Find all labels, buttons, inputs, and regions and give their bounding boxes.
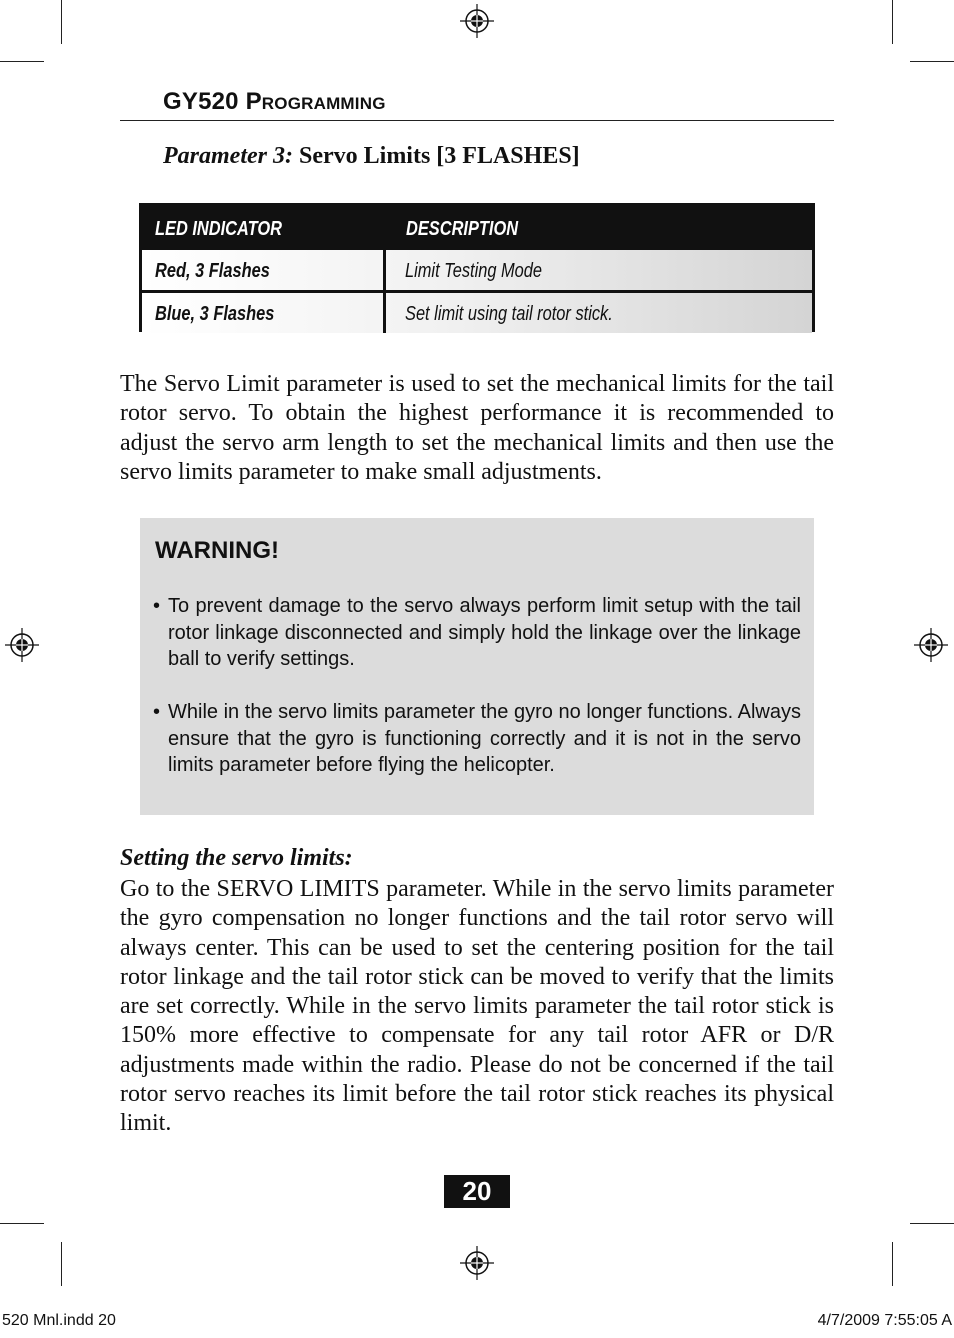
crop-mark-top-right-h <box>910 61 954 62</box>
warning-title: WARNING! <box>155 537 279 564</box>
intro-paragraph: The Servo Limit parameter is used to set the mechanical limits for the tail rotor servo. To obtain the highest performance it is recommended to adjust the servo arm length to set the mechanical limits and then use the servo limits parameter to make small adjustments. <box>120 371 834 485</box>
slug-file-info: 520 Mnl.indd 20 <box>2 1312 116 1329</box>
crop-mark-bottom-right <box>892 1242 893 1286</box>
section-body: Go to the SERVO LIMITS parameter. While in the servo limits parameter the gyro compensation no longer functions and the tail rotor servo will always center. This can be used to set the centering position for the tail rotor linkage and the tail rotor stick can be moved to verify that the limits are set correctly. While in the servo limits parameter the tail rotor stick is 150% more effective to compensate for any tail rotor AFR or D/R adjustments made within the radio. Please do not be concerned if the tail rotor servo reaches its limit before the tail rotor stick reaches its physical limit. <box>120 876 834 1137</box>
crop-mark-top-left-h <box>0 61 44 62</box>
bullet-icon: • <box>153 595 161 617</box>
table-row <box>142 293 812 333</box>
crop-mark-top-left <box>61 0 62 44</box>
row-description: Set limit using tail rotor stick. <box>405 303 613 325</box>
column-header-description: DESCRIPTION <box>406 218 519 240</box>
warning-bullet <box>153 593 801 673</box>
parameter-label: Parameter 3: <box>163 143 293 169</box>
registration-mark-bottom <box>460 1246 494 1280</box>
column-header-led-indicator: LED INDICATOR <box>155 218 282 240</box>
warning-box <box>140 518 814 815</box>
warning-bullet <box>153 699 801 779</box>
row-indicator: Red, 3 Flashes <box>155 260 270 282</box>
page-header-title: GY520 Programming <box>163 88 386 115</box>
row-description: Limit Testing Mode <box>405 260 543 282</box>
slug-timestamp: 4/7/2009 7:55:05 A <box>817 1312 952 1329</box>
parameter-name: Servo Limits [3 FLASHES] <box>298 143 580 169</box>
parameter-title <box>163 143 580 170</box>
registration-mark-left <box>5 628 39 662</box>
led-indicator-table <box>139 203 815 332</box>
crop-mark-top-right <box>892 0 893 44</box>
row-indicator: Blue, 3 Flashes <box>155 303 275 325</box>
header-rule <box>120 120 834 121</box>
section-heading: Setting the servo limits: <box>120 845 353 871</box>
warning-bullet-text: To prevent damage to the servo always perform limit setup with the tail rotor linkage disconnected and simply hold the linkage over the linkage ball to verify settings. <box>168 595 801 670</box>
table-row <box>142 250 812 290</box>
crop-mark-bottom-right-h <box>910 1223 954 1224</box>
crop-mark-bottom-left <box>61 1242 62 1286</box>
table-header-row <box>142 206 812 250</box>
bullet-icon: • <box>153 701 161 723</box>
registration-mark-top <box>460 4 494 38</box>
crop-mark-bottom-left-h <box>0 1223 44 1224</box>
registration-mark-right <box>914 628 948 662</box>
page-number: 20 <box>444 1175 510 1208</box>
warning-bullet-text: While in the servo limits parameter the gyro no longer functions. Always ensure that the gyro is functioning correctly and it is not in the servo limits parameter before flying the helicopter. <box>168 701 801 776</box>
